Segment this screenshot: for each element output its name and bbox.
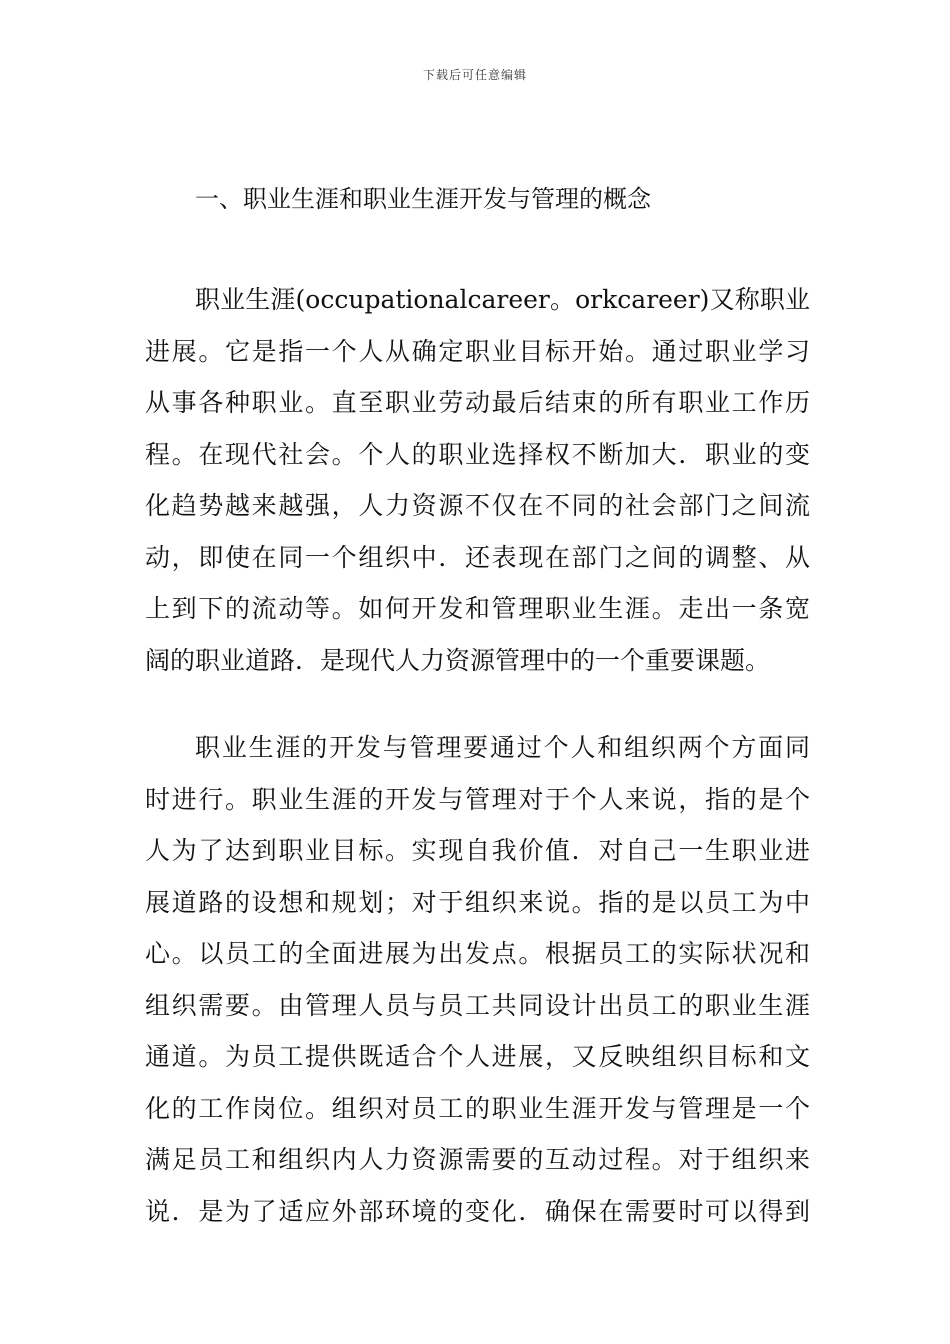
paragraph-line: 组织需要。由管理人员与员工共同设计出员工的职业生涯 — [145, 990, 810, 1020]
paragraph-line: 时进行。职业生涯的开发与管理对于个人来说，指的是个 — [145, 784, 810, 814]
paragraph-line: 通道。为员工提供既适合个人进展，又反映组织目标和文 — [145, 1042, 810, 1071]
paragraph-line: 展道路的设想和规划；对于组织来说。指的是以员工为中 — [145, 887, 810, 917]
paragraph-line: 上到下的流动等。如何开发和管理职业生涯。走出一条宽 — [145, 594, 810, 623]
paragraph-line: 职业生涯(occupationalcareer。orkcareer)又称职业 — [195, 285, 810, 314]
paragraph-line: 从事各种职业。直至职业劳动最后结束的所有职业工作历 — [145, 388, 810, 417]
paragraph-line: 阔的职业道路．是现代人力资源管理中的一个重要课题。 — [145, 645, 771, 675]
paragraph-line: 心。以员工的全面进展为出发点。根据员工的实际状况和 — [145, 939, 810, 968]
paragraph-line: 动，即使在同一个组织中．还表现在部门之间的调整、从 — [145, 542, 810, 572]
section-heading: 一、职业生涯和职业生涯开发与管理的概念 — [195, 185, 651, 213]
paragraph-line: 满足员工和组织内人力资源需要的互动过程。对于组织来 — [145, 1145, 810, 1174]
paragraph-line: 进展。它是指一个人从确定职业目标开始。通过职业学习 — [145, 336, 810, 366]
paragraph-line: 人为了达到职业目标。实现自我价值．对自己一生职业进 — [145, 836, 810, 865]
header-note: 下载后可任意编辑 — [422, 68, 527, 82]
paragraph-line: 化趋势越来越强，人力资源不仅在不同的社会部门之间流 — [145, 491, 810, 520]
paragraph-1 — [145, 274, 810, 686]
paragraph-2 — [145, 722, 810, 1237]
paragraph-line: 说．是为了适应外部环境的变化．确保在需要时可以得到 — [145, 1196, 810, 1226]
paragraph-line: 化的工作岗位。组织对员工的职业生涯开发与管理是一个 — [145, 1093, 810, 1123]
paragraph-line: 程。在现代社会。个人的职业选择权不断加大．职业的变 — [145, 439, 810, 469]
paragraph-line: 职业生涯的开发与管理要通过个人和组织两个方面同 — [195, 733, 810, 762]
